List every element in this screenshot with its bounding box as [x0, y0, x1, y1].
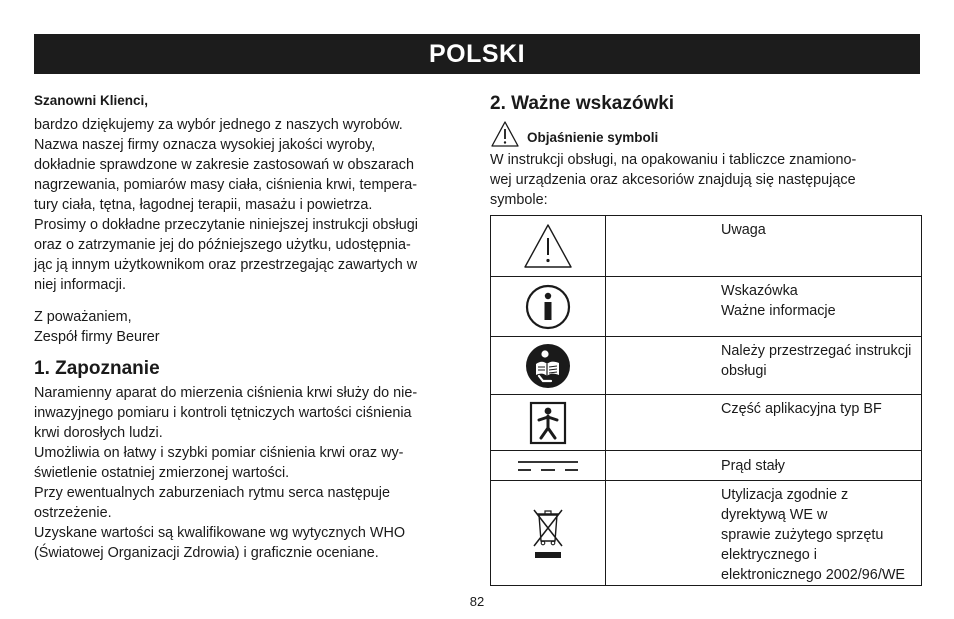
section-body-zapoznanie: [34, 383, 466, 563]
read-manual-icon: [525, 343, 571, 389]
text-line: krwi dorosłych ludzi.: [34, 425, 163, 441]
text-line: Prosimy o dokładne przeczytanie niniejszej instrukcji obsługi: [34, 217, 418, 233]
symbol-description: [606, 481, 922, 586]
direct-current-icon: [517, 458, 579, 474]
text-line: symbole:: [490, 192, 548, 208]
closing-paragraph: [34, 307, 466, 347]
symbol-description-line: Prąd stały: [721, 457, 785, 474]
symbol-description-line: Część aplikacyjna typ BF: [721, 401, 882, 417]
symbol-description: [606, 451, 922, 481]
symbols-heading: [490, 120, 922, 148]
table-row: [491, 337, 922, 395]
symbols-table: [490, 215, 922, 586]
left-column: [34, 92, 466, 563]
table-row: [491, 451, 922, 481]
text-line: świetlenie ostatniej zmierzonej wartości.: [34, 465, 290, 481]
symbol-cell: [491, 451, 606, 481]
table-row: [491, 481, 922, 586]
text-line: ostrzeżenie.: [34, 505, 112, 521]
text-line: Umożliwia on łatwy i szybki pomiar ciśnienia krwi oraz wy-: [34, 445, 404, 461]
table-row: [491, 277, 922, 337]
intro-paragraph: [34, 115, 466, 295]
section-heading-zapoznanie: 1. Zapoznanie: [34, 358, 160, 379]
symbol-cell: [491, 337, 606, 395]
text-line: nagrzewania, pomiarów masy ciała, ciśnienia krwi, tempera-: [34, 177, 418, 193]
weee-bin-icon: [531, 505, 565, 561]
symbol-description-line: elektronicznego 2002/96/WE: [721, 567, 905, 583]
symbols-heading-label: Objaśnienie symboli: [527, 130, 659, 145]
table-row: [491, 216, 922, 277]
language-banner: [34, 34, 920, 74]
page-title: POLSKI: [428, 39, 526, 68]
symbol-description-line: Utylizacja zgodnie z dyrektywą WE w: [721, 487, 849, 523]
text-line: Naramienny aparat do mierzenia ciśnienia krwi służy do nie-: [34, 385, 418, 401]
info-icon: [525, 284, 571, 330]
text-line: (Światowej Organizacji Zdrowia) i graficznie oceniane.: [34, 545, 379, 561]
text-line: Uzyskane wartości są kwalifikowane wg wytycznych WHO: [34, 525, 406, 541]
symbol-description-line: Ważne informacje: [721, 303, 836, 319]
symbol-description: [606, 337, 922, 395]
text-line: Z poważaniem,: [34, 309, 132, 325]
text-line: Zespół firmy Beurer: [34, 329, 160, 345]
type-bf-icon: [529, 401, 567, 445]
symbol-description-line: sprawie zużytego sprzętu elektrycznego i: [721, 527, 884, 563]
right-column: [490, 92, 922, 586]
text-line: oraz o zatrzymanie jej do późniejszego użytku, udostępnia-: [34, 237, 411, 253]
text-line: Przy ewentualnych zaburzeniach rytmu serca następuje: [34, 485, 390, 501]
symbol-description: [606, 395, 922, 451]
text-line: tury ciała, tętna, łagodnej terapii, masażu i powietrza.: [34, 197, 373, 213]
text-line: niej informacji.: [34, 277, 126, 293]
text-line: W instrukcji obsługi, na opakowaniu i tabliczce znamiono-: [490, 152, 857, 168]
symbol-description: [606, 216, 922, 277]
symbol-description-line: Wskazówka: [721, 283, 798, 299]
symbol-cell: [491, 481, 606, 586]
table-row: [491, 395, 922, 451]
warning-icon: [490, 120, 520, 148]
text-line: jąc ją innym użytkownikom oraz przestrzegając zawartych w: [34, 257, 418, 273]
symbol-cell: [491, 277, 606, 337]
text-line: bardzo dziękujemy za wybór jednego z naszych wyrobów.: [34, 117, 403, 133]
symbol-cell: [491, 216, 606, 277]
symbol-cell: [491, 395, 606, 451]
text-line: wej urządzenia oraz akcesoriów znajdują się następujące: [490, 172, 856, 188]
page-number: 82: [469, 594, 485, 609]
section-heading-wazne-wskazowki: 2. Ważne wskazówki: [490, 93, 675, 114]
symbol-description-line: Należy przestrzegać instrukcji obsługi: [721, 343, 912, 379]
symbol-description: [606, 277, 922, 337]
text-line: inwazyjnego pomiaru i kontroli tętniczych wartości ciśnienia: [34, 405, 412, 421]
text-line: dokładnie sprawdzone w zakresie zastosowań w obszarach: [34, 157, 414, 173]
symbols-intro: [490, 150, 922, 210]
text-line: Nazwa naszej firmy oznacza wysokiej jakości wyroby,: [34, 137, 376, 153]
symbol-description-line: Uwaga: [721, 222, 766, 238]
warning-icon: [522, 222, 574, 270]
salutation: Szanowni Klienci,: [34, 93, 149, 108]
